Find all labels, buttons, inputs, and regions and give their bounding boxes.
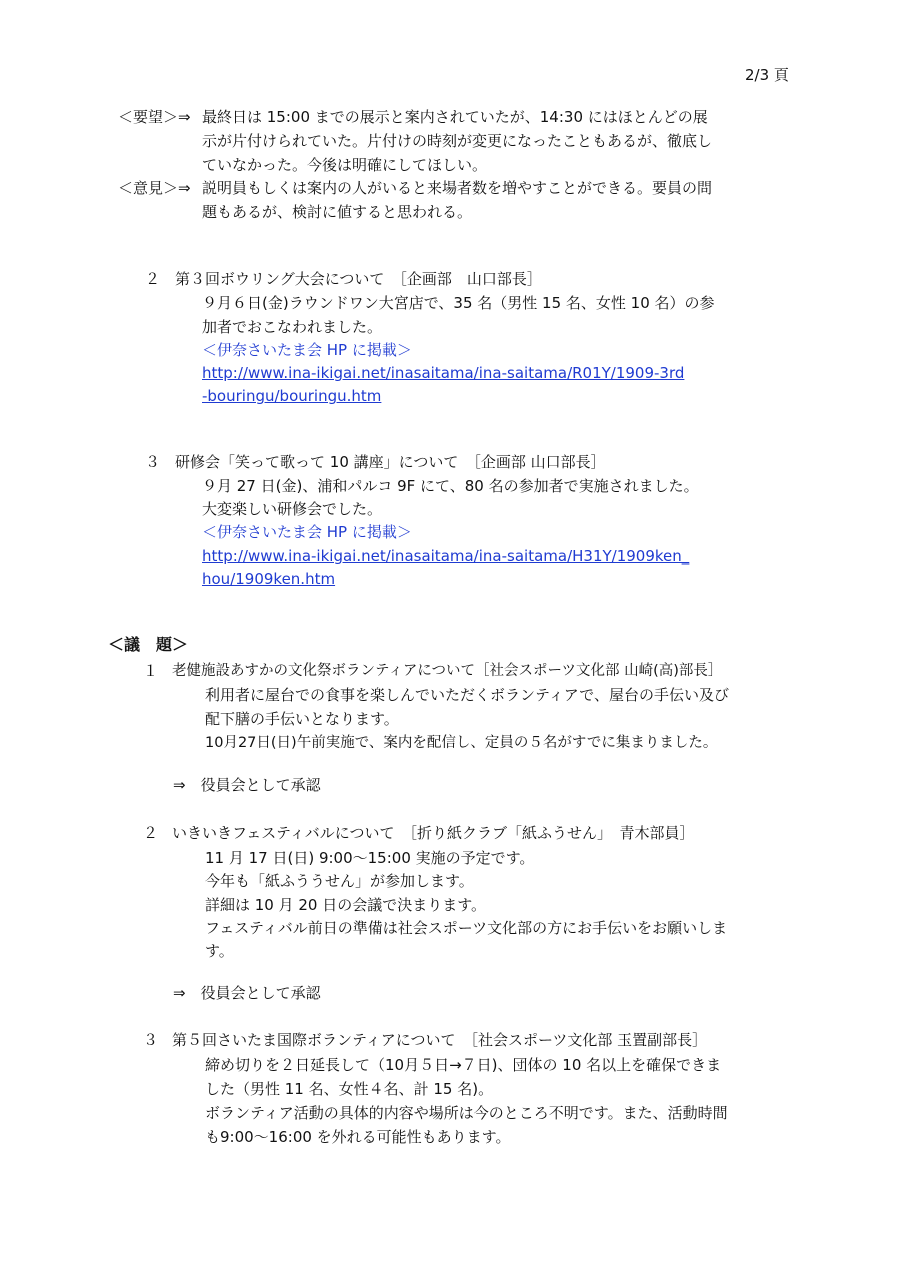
agenda-line: 配下膳の手伝いとなります。 — [205, 710, 399, 728]
comment-tag: ＜意見＞⇒ — [118, 179, 191, 197]
report-url-link[interactable]: http://www.ina-ikigai.net/inasaitama/ina-saitama/R01Y/1909-3rd — [202, 364, 685, 382]
agenda-line: した（男性 11 名、女性４名、計 15 名)。 — [205, 1080, 494, 1098]
agenda-line: フェスティバル前日の準備は社会スポーツ文化部の方にお手伝いをお願いしま — [205, 919, 728, 937]
hp-link-label: ＜伊奈さいたま会 HP に掲載＞ — [202, 341, 412, 359]
comment-line: 説明員もしくは案内の人がいると来場者数を増やすことができる。要員の問 — [202, 179, 713, 197]
report-line: ９月 27 日(金)、浦和パルコ 9F にて、80 名の参加者で実施されました。 — [202, 477, 699, 495]
agenda-line: す。 — [205, 942, 234, 960]
agenda-decision: ⇒ 役員会として承認 — [173, 984, 321, 1002]
report-url-link[interactable]: -bouringu/bouringu.htm — [202, 387, 382, 405]
agenda-number: １ — [143, 662, 159, 680]
comment-line: 題もあるが、検討に値すると思われる。 — [202, 203, 473, 221]
agenda-decision: ⇒ 役員会として承認 — [173, 776, 321, 794]
comment-tag: ＜要望＞⇒ — [118, 108, 191, 126]
report-title: 研修会「笑って歌って 10 講座」について ［企画部 山口部長］ — [175, 453, 606, 471]
agenda-line: 詳細は 10 月 20 日の会議で決まります。 — [205, 896, 487, 914]
agenda-line: 今年も「紙ふううせん」が参加します。 — [205, 872, 474, 890]
hp-link-label: ＜伊奈さいたま会 HP に掲載＞ — [202, 523, 412, 541]
report-line: 加者でおこなわれました。 — [202, 318, 383, 336]
report-number: ３ — [145, 453, 161, 471]
agenda-line: 11 月 17 日(日) 9:00～15:00 実施の予定です。 — [205, 849, 535, 867]
report-line: 大変楽しい研修会でした。 — [202, 500, 383, 518]
agenda-title: 第５回さいたま国際ボランティアについて ［社会スポーツ文化部 玉置副部長］ — [172, 1031, 708, 1049]
agenda-heading: ＜議 題＞ — [108, 635, 189, 654]
report-line: ９月６日(金)ラウンドワン大宮店で、35 名（男性 15 名、女性 10 名）の参 — [202, 294, 715, 312]
agenda-title: いきいきフェスティバルについて ［折り紙クラブ「紙ふうせん」 青木部員］ — [172, 824, 695, 842]
agenda-line: も9:00～16:00 を外れる可能性もあります。 — [205, 1128, 511, 1146]
agenda-line: 締め切りを２日延長して（10月５日→７日)、団体の 10 名以上を確保できま — [205, 1056, 722, 1074]
report-number: ２ — [145, 270, 161, 288]
agenda-title: 老健施設あすかの文化祭ボランティアについて［社会スポーツ文化部 山崎(高)部長］ — [172, 663, 723, 679]
comment-line: 最終日は 15:00 までの展示と案内されていたが、14:30 にはほとんどの展 — [202, 108, 708, 126]
agenda-line: 利用者に屋台での食事を楽しんでいただくボランティアで、屋台の手伝い及び — [205, 686, 729, 704]
page-number: 2/3 頁 — [745, 66, 789, 84]
agenda-number: ２ — [143, 824, 159, 842]
comment-line: 示が片付けられていた。片付けの時刻が変更になったこともあるが、徹底し — [202, 132, 713, 150]
comment-line: ていなかった。今後は明確にしてほしい。 — [202, 156, 488, 174]
report-url-link[interactable]: http://www.ina-ikigai.net/inasaitama/ina-saitama/H31Y/1909ken_ — [202, 547, 690, 565]
agenda-number: ３ — [143, 1031, 159, 1049]
agenda-line: 10月27日(日)午前実施で、案内を配信し、定員の５名がすでに集まりました。 — [205, 735, 718, 751]
report-url-link[interactable]: hou/1909ken.htm — [202, 570, 336, 588]
agenda-line: ボランティア活動の具体的内容や場所は今のところ不明です。また、活動時間 — [205, 1104, 728, 1122]
report-title: 第３回ボウリング大会について ［企画部 山口部長］ — [175, 270, 542, 288]
